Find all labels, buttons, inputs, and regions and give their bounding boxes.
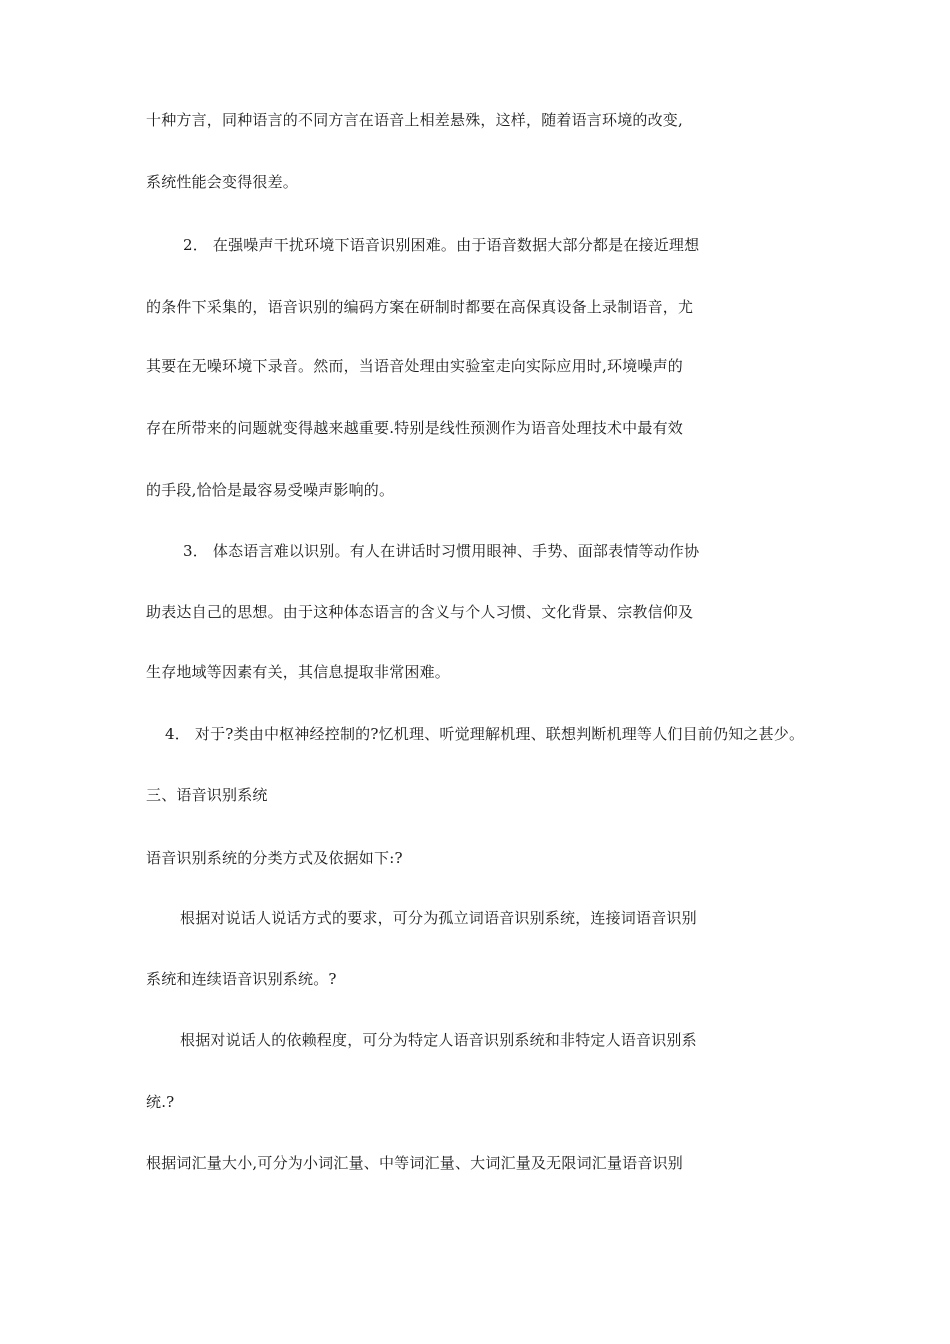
text-line: 存在所带来的问题就变得越来越重要.特别是线性预测作为语音处理技术中最有效 [146, 419, 683, 437]
text-line: 助表达自己的思想。由于这种体态语言的含义与个人习惯、文化背景、宗教信仰及 [146, 603, 694, 621]
text-line: 4． 对于?类由中枢神经控制的?忆机理、听觉理解机理、联想判断机理等人们目前仍知之甚少。 [165, 725, 805, 743]
text-line: 系统和连续语音识别系统。? [146, 970, 337, 988]
text-line: 系统性能会变得很差。 [146, 173, 299, 191]
text-line: 的条件下采集的，语音识别的编码方案在研制时都要在高保真设备上录制语音，尤 [146, 298, 694, 316]
text-line: 十种方言，同种语言的不同方言在语音上相差悬殊，这样，随着语言环境的改变, [146, 111, 683, 129]
text-line: 统.? [146, 1093, 175, 1111]
text-line: 生存地域等因素有关，其信息提取非常困难。 [146, 663, 451, 681]
text-line: 的手段,恰恰是最容易受噪声影响的。 [146, 481, 395, 499]
section-heading: 三、语音识别系统 [146, 786, 268, 804]
text-line: 根据对说话人的依赖程度，可分为特定人语音识别系统和非特定人语音识别系 [180, 1031, 697, 1049]
text-line: 其要在无噪环境下录音。然而，当语音处理由实验室走向实际应用时,环境噪声的 [146, 357, 683, 375]
text-line: 2． 在强噪声干扰环境下语音识别困难。由于语音数据大部分都是在接近理想 [183, 236, 700, 254]
text-line: 语音识别系统的分类方式及依据如下:? [146, 849, 403, 867]
text-line: 3． 体态语言难以识别。有人在讲话时习惯用眼神、手势、面部表情等动作协 [183, 542, 700, 560]
text-line: 根据对说话人说话方式的要求，可分为孤立词语音识别系统，连接词语音识别 [180, 909, 697, 927]
text-line: 根据词汇量大小,可分为小词汇量、中等词汇量、大词汇量及无限词汇量语音识别 [146, 1154, 683, 1172]
